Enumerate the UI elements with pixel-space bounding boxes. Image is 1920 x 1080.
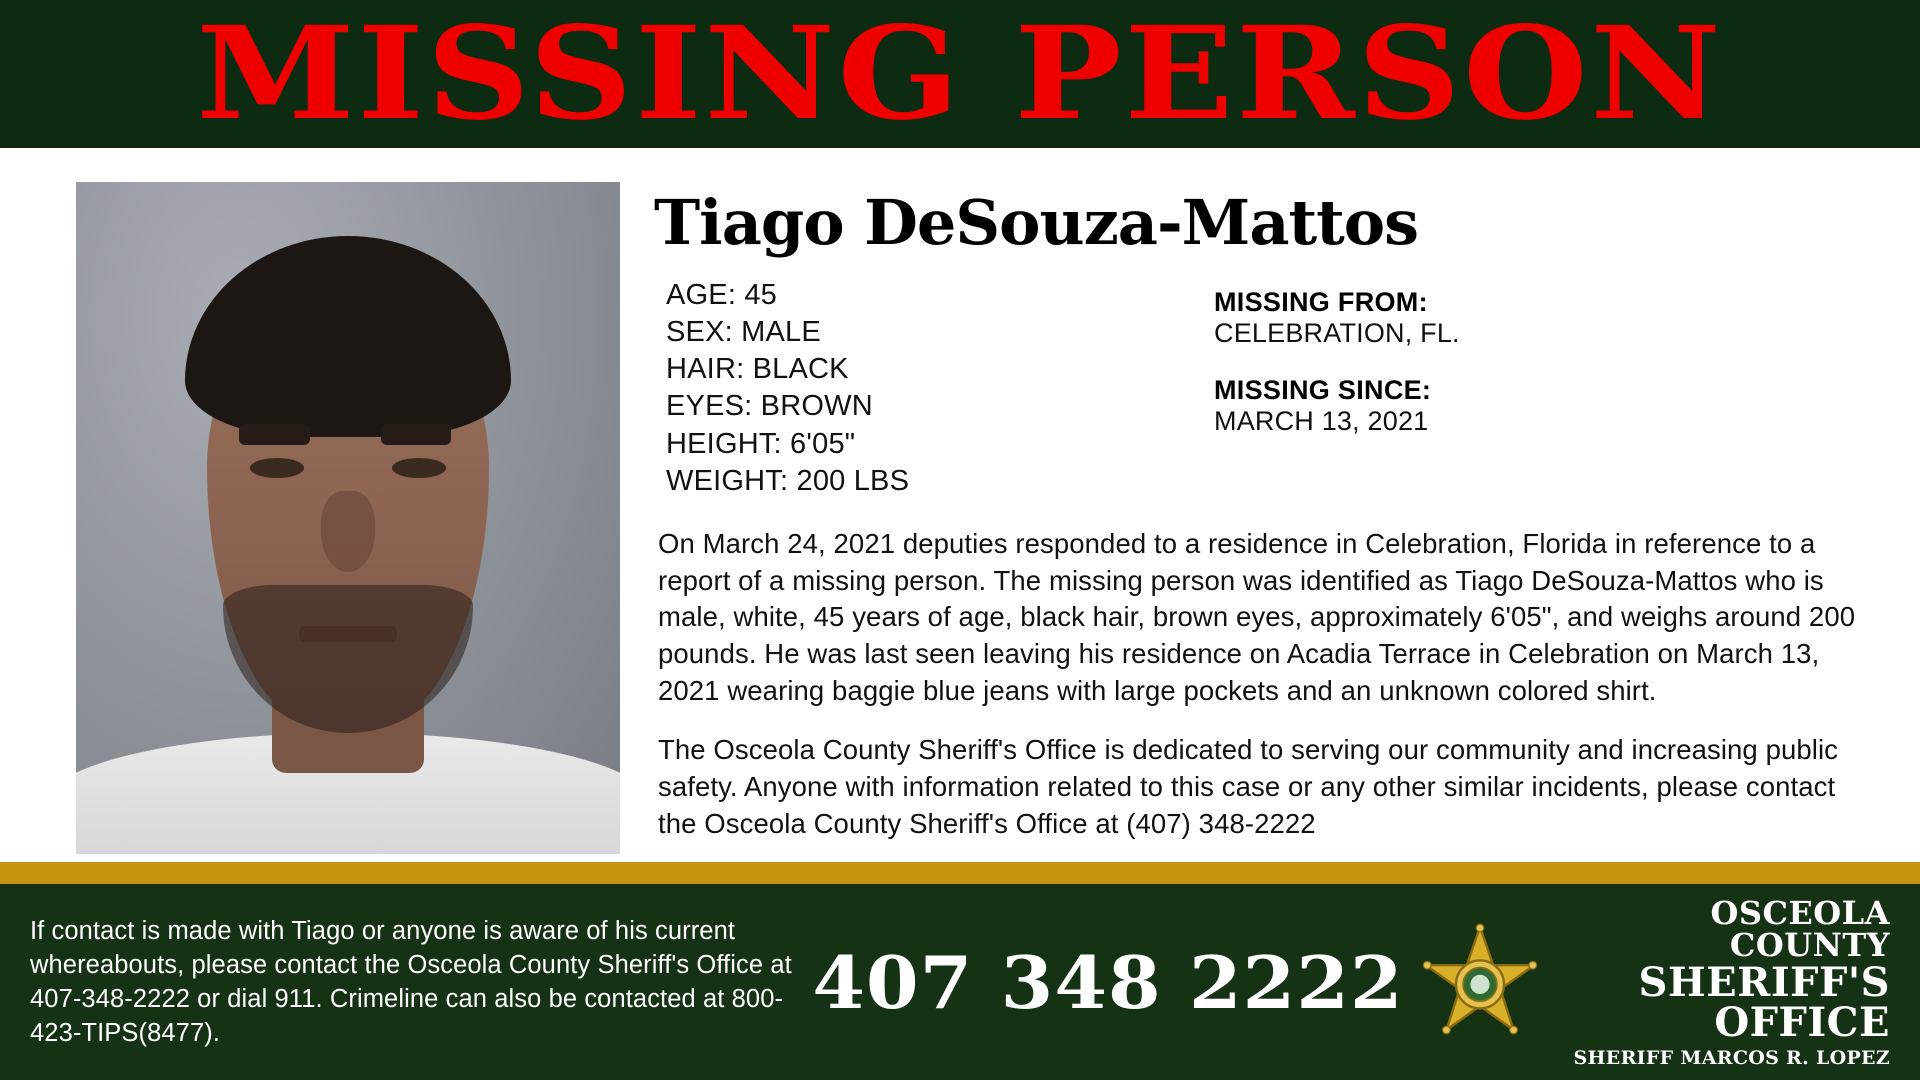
missing-since-value: MARCH 13, 2021 <box>1214 406 1429 437</box>
agency-line-3: SHERIFF MARCOS R. LOPEZ <box>1573 1046 1890 1069</box>
photo-eye-right <box>392 458 446 478</box>
agency-line-1: OSCEOLA COUNTY <box>1710 893 1890 964</box>
details-row <box>654 277 1866 500</box>
narrative-section <box>654 526 1866 843</box>
poster-footer <box>0 884 1920 1080</box>
agency-name-block <box>1556 893 1890 1069</box>
photo-column <box>0 182 620 862</box>
spec-sex: SEX: MALE <box>666 316 821 349</box>
person-name: Tiago DeSouza-Mattos <box>654 186 1419 259</box>
spec-age: AGE: 45 <box>666 279 778 312</box>
photo-eyebrow-left <box>239 424 310 446</box>
gold-divider <box>0 862 1920 884</box>
page-title: MISSING PERSON <box>196 0 1724 148</box>
photo-nose <box>321 491 375 572</box>
spec-hair: HAIR: BLACK <box>666 353 849 386</box>
poster-body <box>0 148 1920 862</box>
poster-header <box>0 0 1920 148</box>
agency-line-2: SHERIFF'S OFFICE <box>1638 958 1890 1046</box>
tip-phone-number: 407 348 2222 <box>812 939 1404 1025</box>
photo-eyebrow-right <box>381 424 452 446</box>
contact-instructions: If contact is made with Tiago or anyone is aware of his current whereabouts, please contact the Osceola County Sheriff's Office at 407-348-2222 or dial 911. Crimeline can also be contacted at 800-423-TIPS(8477). <box>30 916 792 1048</box>
missing-since-label: MISSING SINCE: <box>1214 375 1432 406</box>
sheriff-star-badge-icon <box>1420 922 1540 1042</box>
photo-mouth <box>299 626 397 642</box>
narrative-paragraph-2: The Osceola County Sheriff's Office is dedicated to serving our community and increasing public safety. Anyone with information related to this case or any other similar incidents, please contact the Osceola County Sheriff's Office at (407) 348-2222 <box>658 733 1839 839</box>
missing-person-photo <box>76 182 620 854</box>
spec-eyes: EYES: BROWN <box>666 390 873 423</box>
physical-description-list <box>654 277 1214 500</box>
missing-from-value: CELEBRATION, FL. <box>1214 318 1460 349</box>
spec-weight: WEIGHT: 200 LBS <box>666 464 910 497</box>
agency-identity <box>1420 893 1890 1069</box>
spec-height: HEIGHT: 6'05" <box>666 427 856 460</box>
info-column <box>620 182 1920 862</box>
photo-eye-left <box>250 458 304 478</box>
missing-from-label: MISSING FROM: <box>1214 287 1428 318</box>
narrative-paragraph-1: On March 24, 2021 deputies responded to a residence in Celebration, Florida in reference to a report of a missing person. The missing person was identified as Tiago DeSouza-Mattos who is male, white, 45 years of age, black hair, brown eyes, approximately 6'05", and weighs around 200 pounds. He was last seen leaving his residence on Acadia Terrace in Celebration on March 13, 2021 wearing baggie blue jeans with large pockets and an unknown colored shirt. <box>658 527 1856 707</box>
missing-details <box>1214 277 1460 500</box>
